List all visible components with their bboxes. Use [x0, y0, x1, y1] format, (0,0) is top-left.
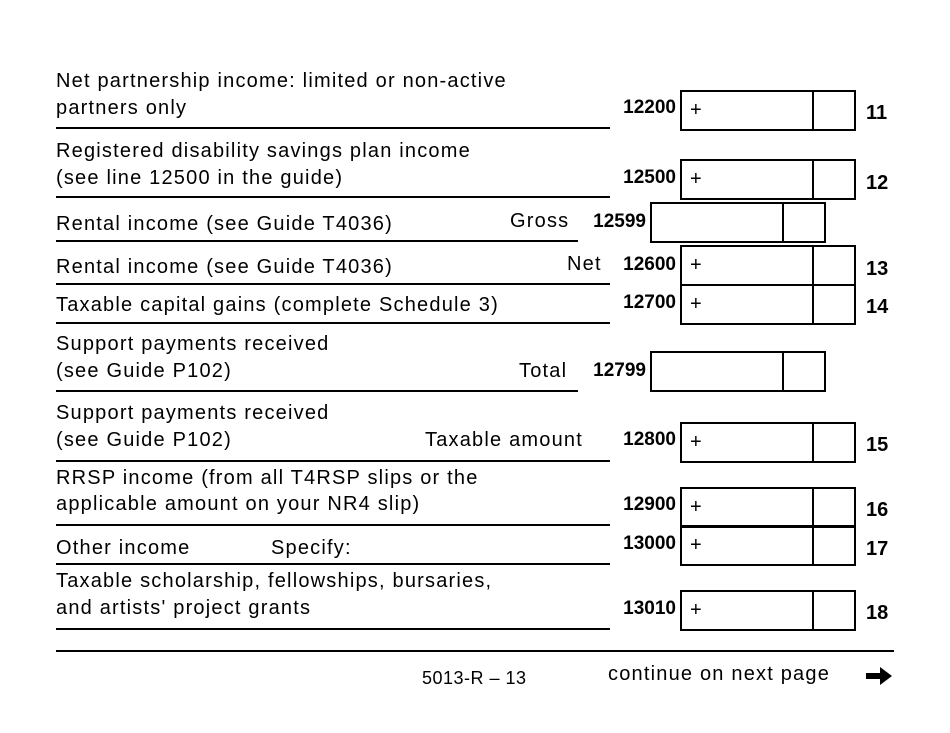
- line-12800-label-1: Support payments received: [56, 402, 330, 424]
- cents-field[interactable]: [814, 424, 854, 461]
- line-12799-label-1: Support payments received: [56, 333, 330, 355]
- underline: [56, 240, 578, 242]
- qualifier-taxable-amount: Taxable amount: [425, 429, 584, 451]
- cents-field[interactable]: [784, 204, 824, 241]
- dollars-field[interactable]: +: [682, 161, 814, 198]
- footer-rule: [56, 650, 894, 652]
- underline: [56, 283, 610, 285]
- line-12700-amount-field[interactable]: [680, 284, 856, 325]
- line-12599-label: Rental income (see Guide T4036): [56, 213, 393, 235]
- cents-field[interactable]: [784, 353, 824, 390]
- dollars-field[interactable]: +: [682, 592, 814, 629]
- line-12500-amount-field[interactable]: [680, 159, 856, 200]
- dollars-field[interactable]: +: [682, 424, 814, 461]
- line-number: 18: [866, 602, 889, 624]
- underline: [56, 524, 610, 526]
- dollars-field[interactable]: +: [682, 92, 814, 129]
- cents-field[interactable]: [814, 592, 854, 629]
- line-code: 13000: [623, 533, 676, 554]
- line-12799-amount-field[interactable]: [650, 351, 826, 392]
- line-12500-label-2: (see line 12500 in the guide): [56, 167, 344, 189]
- line-code: 12800: [623, 429, 676, 450]
- line-12900-label-1: RRSP income (from all T4RSP slips or the: [56, 467, 479, 489]
- underline: [56, 322, 610, 324]
- right-arrow-icon: [864, 664, 894, 688]
- specify-label: Specify:: [271, 537, 352, 559]
- underline: [56, 390, 578, 392]
- line-12799-label-2: (see Guide P102): [56, 360, 232, 382]
- line-12800-amount-field[interactable]: [680, 422, 856, 463]
- underline: [56, 563, 610, 565]
- dollars-field[interactable]: +: [682, 527, 814, 564]
- qualifier-gross: Gross: [510, 210, 570, 232]
- cents-field[interactable]: [814, 247, 854, 284]
- underline: [56, 196, 610, 198]
- qualifier-total: Total: [519, 360, 568, 382]
- line-12700-label: Taxable capital gains (complete Schedule 3): [56, 294, 499, 316]
- line-12599-amount-field[interactable]: [650, 202, 826, 243]
- line-code: 12200: [623, 97, 676, 118]
- line-12200-label-1: Net partnership income: limited or non-active: [56, 70, 507, 92]
- line-number: 14: [866, 296, 889, 318]
- line-12200-amount-field[interactable]: [680, 90, 856, 131]
- line-12200-label-2: partners only: [56, 97, 188, 119]
- cents-field[interactable]: [814, 286, 854, 323]
- qualifier-net: Net: [567, 253, 602, 275]
- line-13000-amount-field[interactable]: [680, 525, 856, 566]
- underline: [56, 127, 610, 129]
- line-code: 12500: [623, 167, 676, 188]
- line-12900-amount-field[interactable]: [680, 487, 856, 528]
- line-number: 12: [866, 172, 889, 194]
- cents-field[interactable]: [814, 92, 854, 129]
- line-12900-label-2: applicable amount on your NR4 slip): [56, 493, 421, 515]
- cents-field[interactable]: [814, 527, 854, 564]
- line-13000-label: Other income: [56, 537, 191, 559]
- line-number: 11: [866, 102, 888, 124]
- line-13010-label-2: and artists' project grants: [56, 597, 312, 619]
- line-number: 15: [866, 434, 889, 456]
- cents-field[interactable]: [814, 161, 854, 198]
- page-reference: 5013-R – 13: [422, 668, 527, 688]
- dollars-field[interactable]: +: [682, 286, 814, 323]
- line-12800-label-2: (see Guide P102): [56, 429, 232, 451]
- line-code: 13010: [623, 598, 676, 619]
- line-13010-label-1: Taxable scholarship, fellowships, bursaries,: [56, 570, 493, 592]
- underline: [56, 628, 610, 630]
- line-12600-amount-field[interactable]: [680, 245, 856, 286]
- dollars-field[interactable]: [652, 204, 784, 241]
- continue-on-next-page: continue on next page: [608, 663, 831, 685]
- line-number: 16: [866, 499, 889, 521]
- dollars-field[interactable]: [652, 353, 784, 390]
- dollars-field[interactable]: +: [682, 247, 814, 284]
- line-code: 12600: [623, 254, 676, 275]
- line-number: 17: [866, 538, 889, 560]
- underline: [56, 460, 610, 462]
- line-12600-label: Rental income (see Guide T4036): [56, 256, 393, 278]
- line-code: 12599: [593, 211, 646, 232]
- line-12500-label-1: Registered disability savings plan income: [56, 140, 471, 162]
- dollars-field[interactable]: +: [682, 489, 814, 526]
- line-code: 12900: [623, 494, 676, 515]
- line-13010-amount-field[interactable]: [680, 590, 856, 631]
- line-number: 13: [866, 258, 889, 280]
- line-code: 12700: [623, 292, 676, 313]
- cents-field[interactable]: [814, 489, 854, 526]
- line-code: 12799: [593, 360, 646, 381]
